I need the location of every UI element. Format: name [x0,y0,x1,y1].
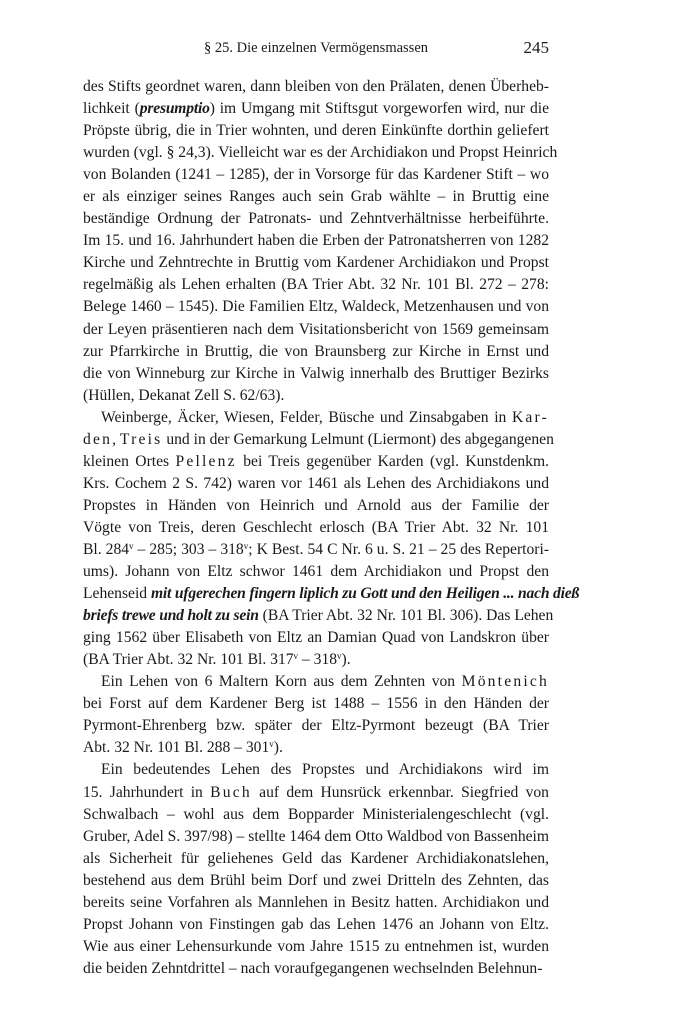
text-line [83,164,549,186]
emphasized-text: briefs trewe und holt zu sein [83,607,259,625]
text-line [83,759,549,781]
text-segment: kleinen Ortes [83,452,176,470]
text-segment: 15. Jahrhundert in [83,783,211,801]
text-segment: (Hüllen, Dekanat Zell S. 62/63). [83,386,285,404]
page-number: 245 [523,38,549,57]
text-segment: die von Winneburg zur Kirche in Valwig innerhalb des Bruttiger Bezirks [83,364,549,382]
text-segment: ). [273,739,283,757]
emphasized-text: mit ufgerechen fingern liplich zu Gott und den Heiligen ... nach dieß [150,585,580,603]
text-line [83,76,549,98]
text-line [83,693,549,715]
text-line [83,252,549,274]
text-line [83,561,549,583]
superscript: v [293,651,299,662]
text-segment: – 285; 303 – 318 [133,540,244,558]
superscript: v [337,651,342,662]
text-segment: als Sicherheit für geliehenes Geld das Kardener Archidiakonatslehen, [83,849,549,867]
text-segment: Im 15. und 16. Jahrhundert haben die Erben der Patronatsherren von 1282 [83,232,549,250]
text-line [83,230,549,252]
text-segment: er als einziger seines Ranges auch sein Grab wählte – in Bruttig eine [83,188,549,206]
text-line [83,583,580,605]
superscript: v [129,540,134,551]
text-segment: (BA Trier Abt. 32 Nr. 101 Bl. 317 [83,651,294,669]
text-line [83,363,549,385]
text-segment: Pyrmont-Ehrenberg bzw. später der Eltz-Pyrmont bezeugt (BA Trier [83,717,549,735]
text-segment: wurden (vgl. § 24,3). Vielleicht war es der Archidiakon und Propst Heinrich [83,144,558,162]
text-line [83,958,549,980]
text-segment: ). [341,651,351,669]
text-segment: Propstes in Händen von Heinrich und Arnold aus der Familie der [83,496,549,514]
text-segment: bei Treis gegenüber Karden (vgl. Kunstdenkm. [236,452,549,470]
text-segment: ) im Umgang mit Stiftsgut vorgeworfen wird, nur die [209,100,549,118]
section-title: § 25. Die einzelnen Vermögensmassen [203,40,429,56]
text-segment: beständige Ordnung der Patronats- und Zehntverhältnisse herbeiführte. [83,210,549,228]
text-segment: von Bolanden (1241 – 1285), der in Vorsorge für das Kardener Stift – wo [83,166,549,184]
text-segment: , [112,430,120,448]
text-segment: Ein bedeutendes Lehen des Propstes und Archidiakons wird im [101,761,549,779]
emphasized-text: Möntenich [461,673,549,691]
text-segment: und in der Gemarkung Lelmunt (Liermont) des abgegangenen [162,430,554,448]
text-line [83,627,549,649]
text-segment: die beiden Zehntdrittel – nach voraufgegangenen wechselnden Belehnun- [83,959,543,977]
emphasized-text: Kar- [511,408,549,426]
text-line [83,142,558,164]
text-line [83,407,549,429]
emphasized-text: Treis [119,430,163,448]
text-segment: Propst Johann von Finstingen gab das Lehen 1476 an Johann von Eltz. [83,915,549,933]
text-line [83,385,549,407]
text-segment: auf dem Hunsrück erkennbar. Siegfried von [251,783,549,801]
text-segment: Kirche und Zehntrechte in Bruttig vom Kardener Archidiakon und Propst [83,254,549,272]
text-line [83,671,549,693]
text-segment: ging 1562 über Elisabeth von Eltz an Damian Quad von Landskron über [83,629,549,647]
text-line [83,451,549,473]
text-segment: Gruber, Adel S. 397/98) – stellte 1464 dem Otto Waldbod von Bassenheim [83,827,550,845]
text-line [83,319,549,341]
text-line [83,120,549,142]
text-segment: Lehenseid [83,585,151,603]
text-segment: Abt. 32 Nr. 101 Bl. 288 – 301 [83,739,270,757]
text-segment: lichkeit ( [83,100,140,118]
text-segment: des Stifts geordnet waren, dann bleiben von den Prälaten, denen Überheb- [83,78,549,95]
text-segment: Weinberge, Äcker, Wiesen, Felder, Büsche und Zinsabgaben in [101,408,512,426]
text-line [83,605,554,627]
text-segment: regelmäßig als Lehen erhalten (BA Trier Abt. 32 Nr. 101 Bl. 272 – 278: [83,276,549,294]
text-line [83,495,549,517]
text-segment: bestehend aus dem Brühl beim Dorf und zwei Dritteln des Zehnten, das [83,871,549,889]
running-header [83,38,549,62]
text-line [83,914,549,936]
text-segment: Wie aus einer Lehensurkunde vom Jahre 1515 zu entnehmen ist, wurden [83,937,549,955]
text-segment: bei Forst auf dem Kardener Berg ist 1488 – 1556 in den Händen der [83,695,549,713]
text-segment: Vögte von Treis, deren Geschlecht erlosch (BA Trier Abt. 32 Nr. 101 [83,518,549,536]
text-segment: bereits seine Vorfahren als Mannlehen in Besitz hatten. Archidiakon und [83,893,549,911]
text-line [83,715,549,737]
text-line [83,208,549,230]
text-line [83,649,549,671]
text-line [83,848,549,870]
text-segment: ; K Best. 54 C Nr. 6 u. S. 21 – 25 des Repertori- [248,540,550,558]
text-line [83,473,549,495]
text-line [83,274,549,296]
text-line [83,892,549,914]
body-text [83,76,580,980]
text-segment: Pröpste übrig, die in Trier wohnten, und deren Einkünfte dorthin geliefert [83,122,549,140]
text-segment: Bl. 284 [83,540,130,558]
text-line [83,826,549,848]
emphasized-text: Buch [210,783,252,801]
text-line [83,98,549,120]
text-line [83,186,549,208]
text-line [83,936,549,958]
text-segment: ums). Johann von Eltz schwor 1461 dem Archidiakon und Propst den [83,563,549,581]
text-line [83,429,554,451]
text-line [83,341,549,363]
emphasized-text: presumptio [139,100,210,118]
text-segment: Krs. Cochem 2 S. 742) waren vor 1461 als Lehen des Archidiakons und [83,474,549,492]
text-segment: zur Pfarrkirche in Bruttig, die von Braunsberg zur Kirche in Ernst und [83,342,549,360]
text-segment: – 318 [298,651,338,669]
text-segment: Ein Lehen von 6 Maltern Korn aus dem Zehnten von [101,673,462,691]
text-line [83,737,549,759]
text-segment: (BA Trier Abt. 32 Nr. 101 Bl. 306). Das Lehen [258,607,554,625]
text-segment: der Leyen präsentieren nach dem Visitationsbericht von 1569 gemeinsam [83,320,549,338]
text-line [83,296,549,318]
text-line [83,870,549,892]
text-line [83,782,549,804]
text-line [83,539,549,561]
text-line [83,517,549,539]
text-segment: Belege 1460 – 1545). Die Familien Eltz, Waldeck, Metzenhausen und von [83,298,549,316]
emphasized-text: Pellenz [175,452,237,470]
superscript: v [243,540,249,551]
text-line [83,804,549,826]
superscript: v [269,739,274,750]
text-segment: Schwalbach – wohl aus dem Bopparder Ministerialengeschlecht (vgl. [83,805,549,823]
emphasized-text: den [83,430,113,448]
